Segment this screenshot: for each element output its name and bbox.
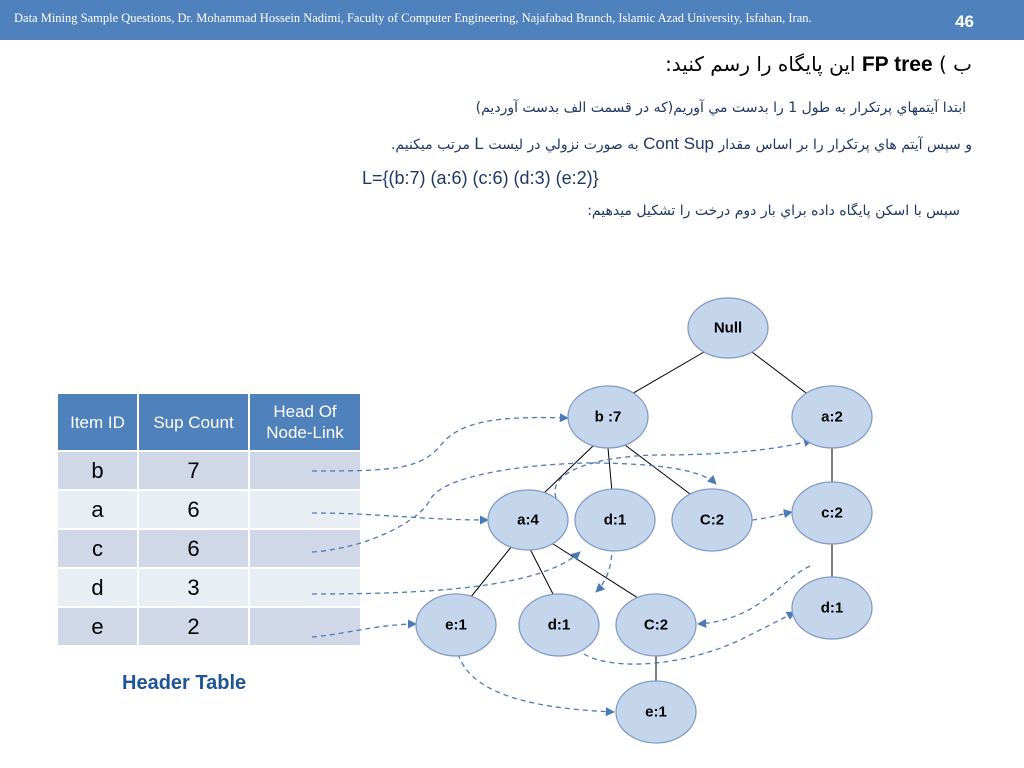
item-id-cell: d [57,568,138,607]
sup-count-cell: 2 [138,607,249,646]
column-header-item-id: Item ID [57,393,138,451]
text-line-1: ابتدا آيتمهاي پرتكرار به طول 1 را بدست مي آوريم(كه در قسمت الف بدست آورديم) [475,100,966,116]
tree-node-a2 [792,386,872,448]
item-id-cell: e [57,607,138,646]
node-link-arrow [458,654,614,712]
line2-list-name: L [474,134,484,153]
sup-count-cell: 3 [138,568,249,607]
node-link-arrow [312,552,580,594]
sup-count-cell: 6 [138,490,249,529]
column-header-sup-count: Sup Count [138,393,249,451]
node-label: d:1 [603,511,627,529]
edge-a4-d1 [530,549,554,596]
node-label: a:4 [517,511,539,529]
item-id-cell: c [57,529,138,568]
tree-node-c2-under-b [672,489,752,551]
node-label: c:2 [821,504,843,522]
slide-number: 46 [955,12,974,31]
tree-node-c2-under-a [792,482,872,544]
node-link-arrow [312,624,416,637]
line2-part-a: و سپس آيتم هاي پرتكرار را بر اساس مقدار [718,137,972,153]
sup-count-cell: 7 [138,451,249,490]
node-label: Null [713,319,743,337]
text-line-4: سپس با اسكن پايگاه داده براي بار دوم درخت را تشكيل ميدهيم: [587,203,960,219]
sup-count-cell: 6 [138,529,249,568]
item-id-cell: b [57,451,138,490]
tree-node-d1-under-a4 [519,594,599,656]
line2-part-b: به صورت نزولي در ليست [488,137,639,153]
node-label: b :7 [594,408,622,426]
edge-b7-d1 [608,448,612,492]
line2-term: Cont Sup [643,134,714,153]
tree-node-d1-under-c [792,577,872,639]
tree-node-e1-under-c2 [616,681,696,743]
tree-node-b7 [568,386,648,448]
heading-rest: این پایگاه را رسم کنید: [665,52,856,76]
edge-b7-a4 [542,445,594,495]
heading-prefix: ب ) [939,52,972,76]
node-label: e:1 [445,616,467,634]
node-links [312,418,812,712]
edge-null-b7 [630,352,704,395]
tree-node-d1-under-b [575,489,655,551]
column-header-head-of-node-link: Head Of Node-Link [249,393,361,451]
node-link-arrow [596,546,612,592]
sorted-item-list: L={(b:7) (a:6) (c:6) (d:3) (e:2)} [362,168,599,188]
node-label: C:2 [699,511,725,529]
item-id-cell: a [57,490,138,529]
header-table-caption: Header Table [122,672,247,694]
heading-term: FP tree [861,53,933,76]
tree-node-null [688,298,768,358]
tree-node-e1-under-a4 [416,594,496,656]
node-link-arrow [312,418,568,471]
tree-node-c2-under-a4 [616,594,696,656]
edge-a4-e1 [470,546,512,598]
node-label: a:2 [821,408,843,426]
node-link-arrow [752,512,792,520]
node-label: d:1 [820,599,844,617]
node-label: e:1 [645,703,667,721]
slide-footer-title: Data Mining Sample Questions, Dr. Mohammad Hossein Nadimi, Faculty of Computer Engineering, Najafabad Branch, Islamic Azad University, Isfahan, Iran. [14,11,812,25]
edge-null-a2 [752,352,810,396]
tree-node-a4 [488,490,568,550]
node-label: d:1 [547,616,571,634]
node-link-arrow [312,513,488,520]
node-label: C:2 [643,616,669,634]
line2-part-c: مرتب ميكنيم. [390,137,470,153]
